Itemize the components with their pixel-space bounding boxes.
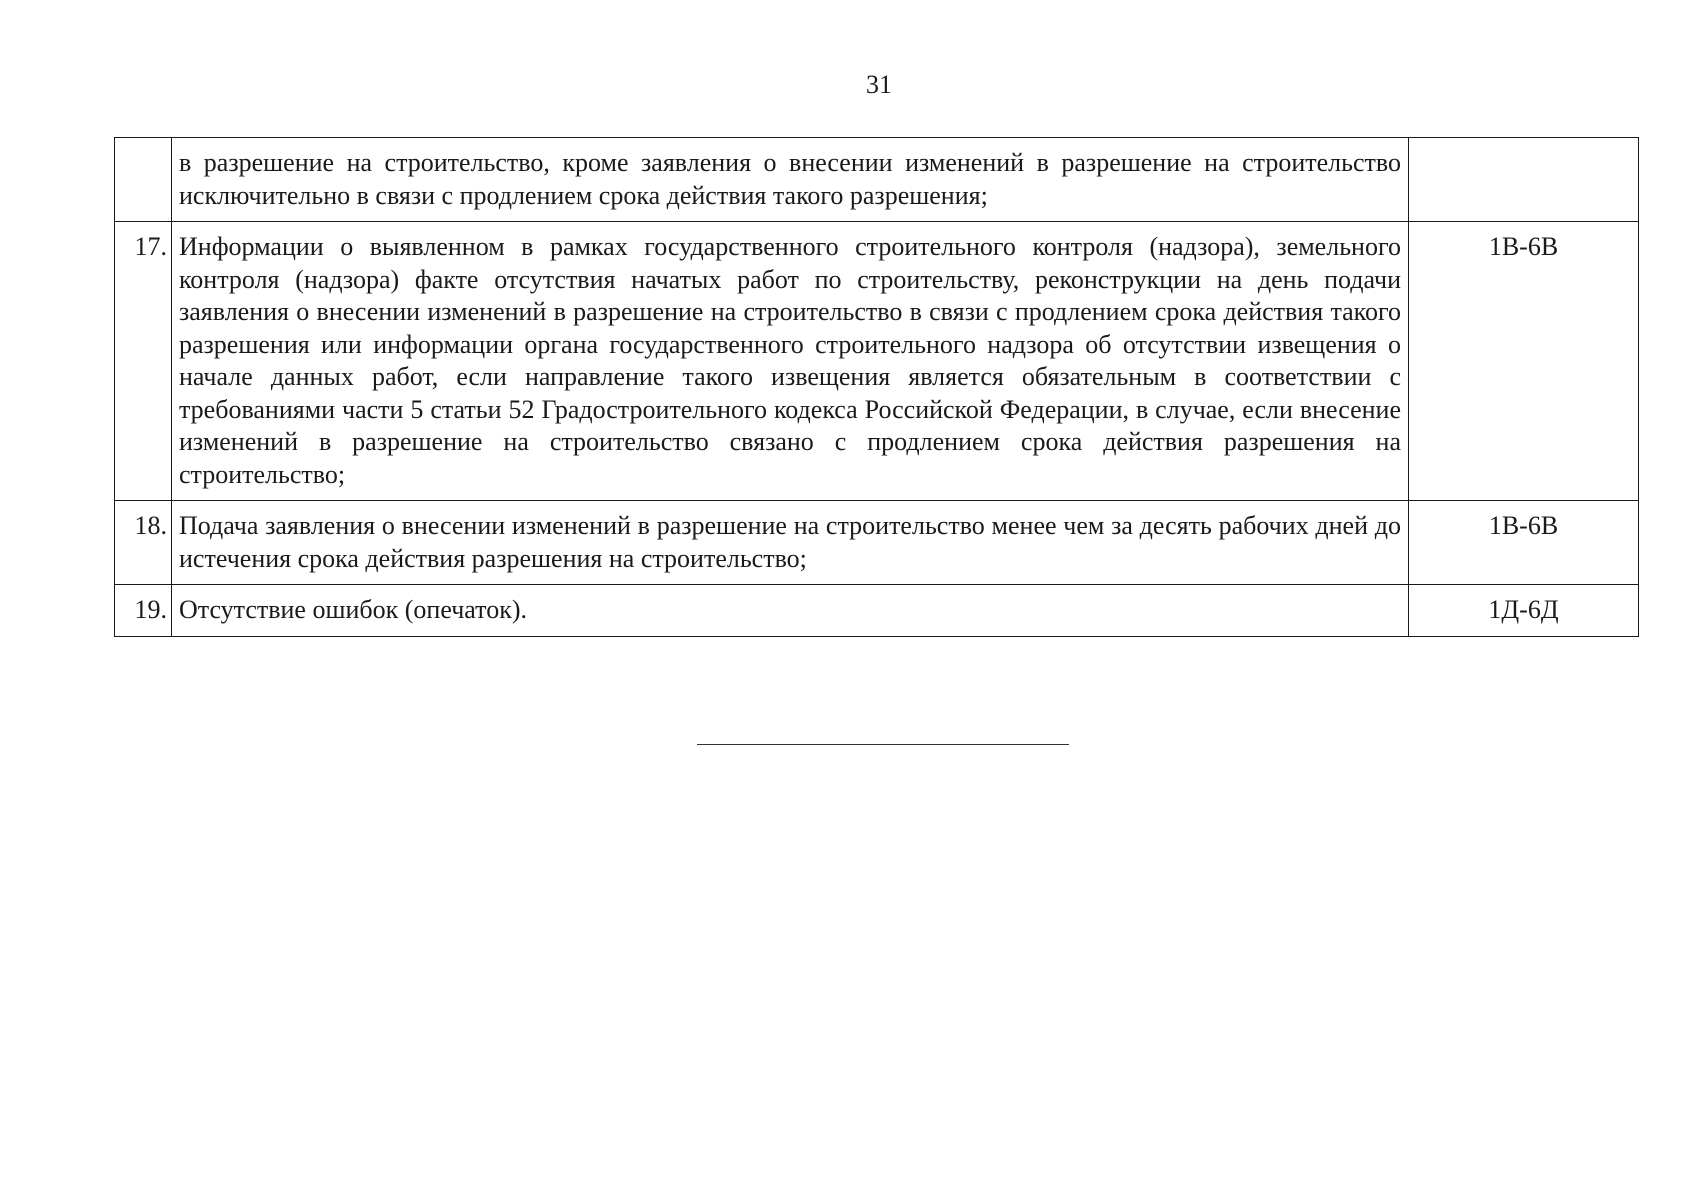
row-text-content: в разрешение на строительство, кроме заявления о внесении изменений в разрешение на строительство исключительно в связи с продлением срока действия такого разрешения; bbox=[179, 148, 1401, 210]
row-code: 1В-6В bbox=[1409, 222, 1639, 501]
row-code: 1В-6В bbox=[1409, 501, 1639, 585]
table-row bbox=[115, 138, 1639, 222]
row-number: 17. bbox=[115, 222, 172, 501]
page-number: 31 bbox=[866, 70, 892, 99]
table-row bbox=[115, 585, 1639, 637]
row-text bbox=[172, 138, 1409, 222]
table-row bbox=[115, 222, 1639, 501]
row-text-content: Отсутствие ошибок (опечаток). bbox=[179, 595, 527, 624]
row-text-content: Информации о выявленном в рамках государственного строительного контроля (надзора), земельного контроля (надзора) факте отсутствия начатых работ по строительству, реконструкции на день подачи заявления о внесении изменений в разрешение на строительство в связи с продлением срока действия такого разрешения или информации органа государственного строительного надзора об отсутствии извещения о начале данных работ, если направление такого извещения является обязательным в соответствии с требованиями части 5 статьи 52 Градостроительного кодекса Российской Федерации, в случае, если внесение изменений в разрешение на строительство связано с продлением срока действия разрешения на строительство; bbox=[179, 232, 1401, 489]
row-text bbox=[172, 501, 1409, 585]
row-code bbox=[1409, 138, 1639, 222]
end-separator-line bbox=[697, 744, 1069, 745]
row-code: 1Д-6Д bbox=[1409, 585, 1639, 637]
row-text bbox=[172, 585, 1409, 637]
row-number: 19. bbox=[115, 585, 172, 637]
row-text-content: Подача заявления о внесении изменений в разрешение на строительство менее чем за десять рабочих дней до истечения срока действия разрешения на строительство; bbox=[179, 511, 1401, 573]
row-text bbox=[172, 222, 1409, 501]
row-number bbox=[115, 138, 172, 222]
table-row bbox=[115, 501, 1639, 585]
criteria-table bbox=[114, 137, 1639, 637]
row-number: 18. bbox=[115, 501, 172, 585]
